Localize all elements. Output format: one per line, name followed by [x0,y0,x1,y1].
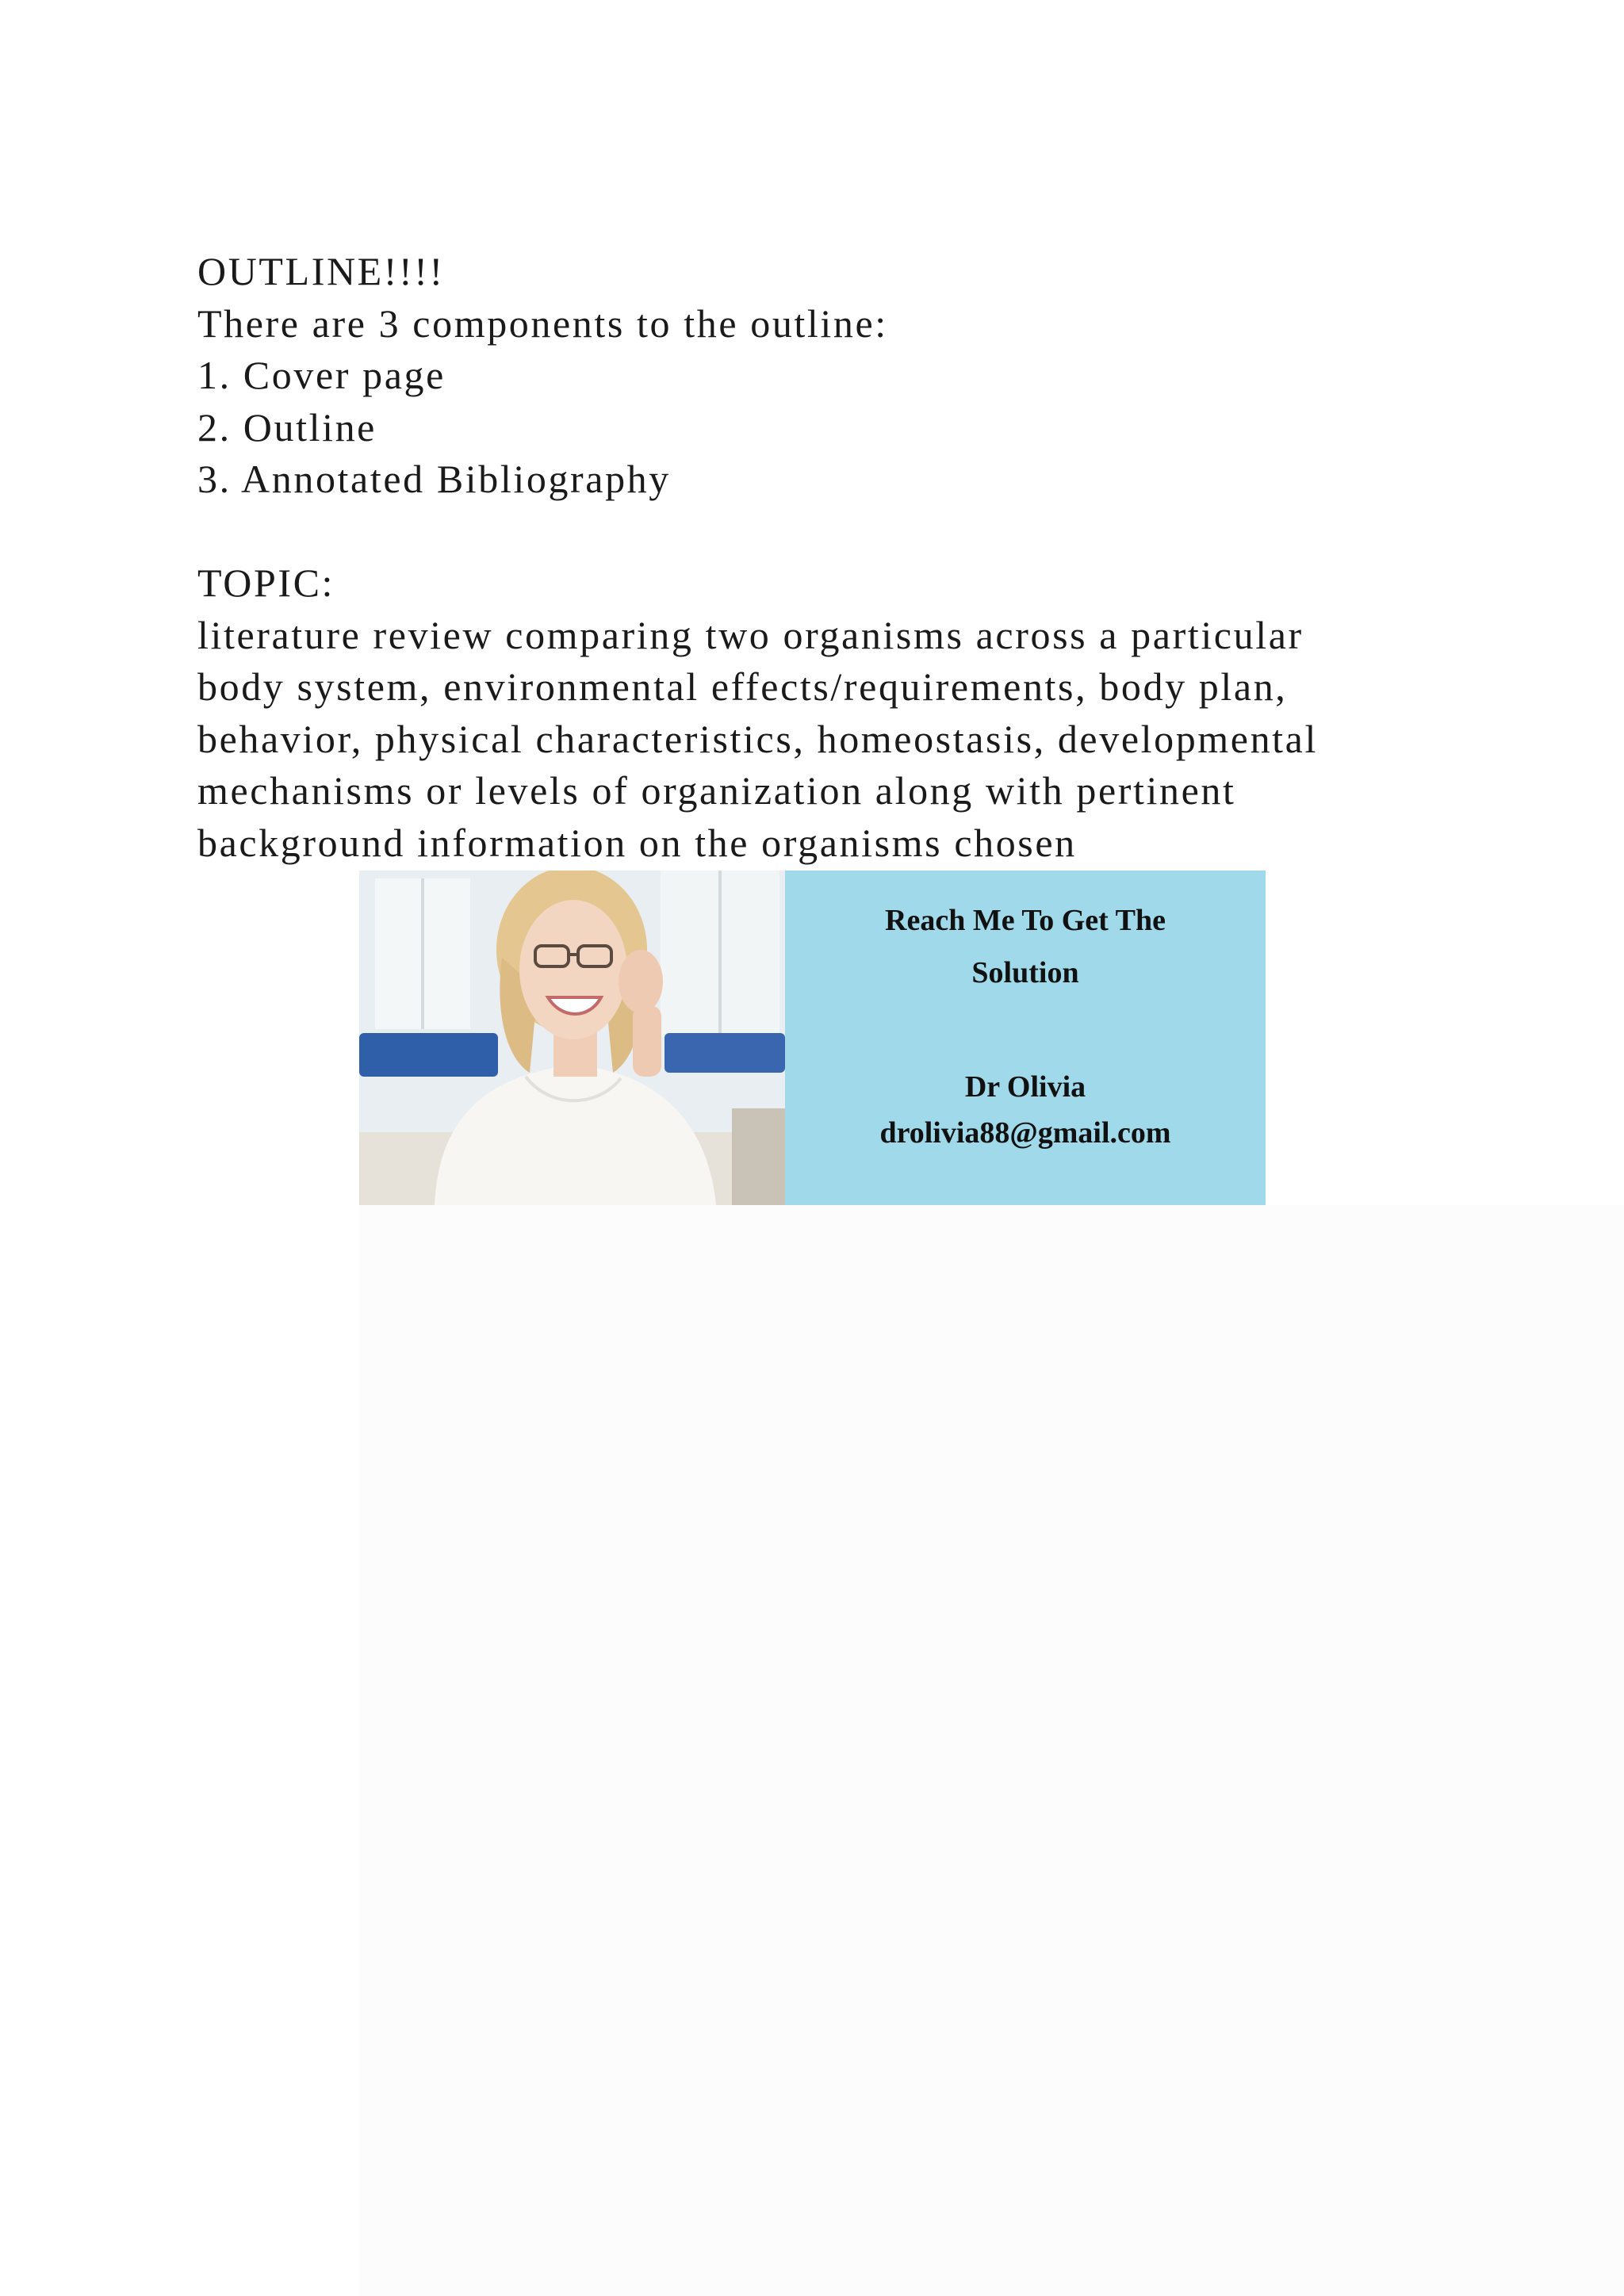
topic-line: body system, environmental effects/requirements, body plan, [197,664,1288,709]
background-panel [359,1205,1624,2296]
topic-line: background information on the organisms chosen [197,820,1077,865]
paragraph-gap [197,506,1434,558]
contact-panel [785,871,1266,1205]
contact-heading [785,894,1266,999]
topic-line: literature review comparing two organisms across a particular [197,612,1304,657]
topic-label: TOPIC: [197,561,335,605]
topic-line: behavior, physical characteristics, homeostasis, developmental [197,716,1318,761]
contact-email: drolivia88@gmail.com [879,1116,1171,1150]
contact-name: Dr Olivia [964,1070,1086,1104]
outline-heading: OUTLINE!!!! [197,249,445,293]
component-item: 3. Annotated Bibliography [197,457,671,501]
component-item: 2. Outline [197,404,377,450]
photo-illustration [359,871,785,1205]
topic-line: mechanisms or levels of organization along with pertinent [197,768,1236,813]
outline-intro: There are 3 components to the outline: [197,300,888,346]
contact-heading-line: Solution [971,956,1079,989]
woman-photo-icon [359,871,785,1205]
contact-heading-line: Reach Me To Get The [885,904,1166,937]
component-item: 1. Cover page [197,353,446,397]
contact-banner [359,871,1266,1205]
document-text [197,246,1434,869]
